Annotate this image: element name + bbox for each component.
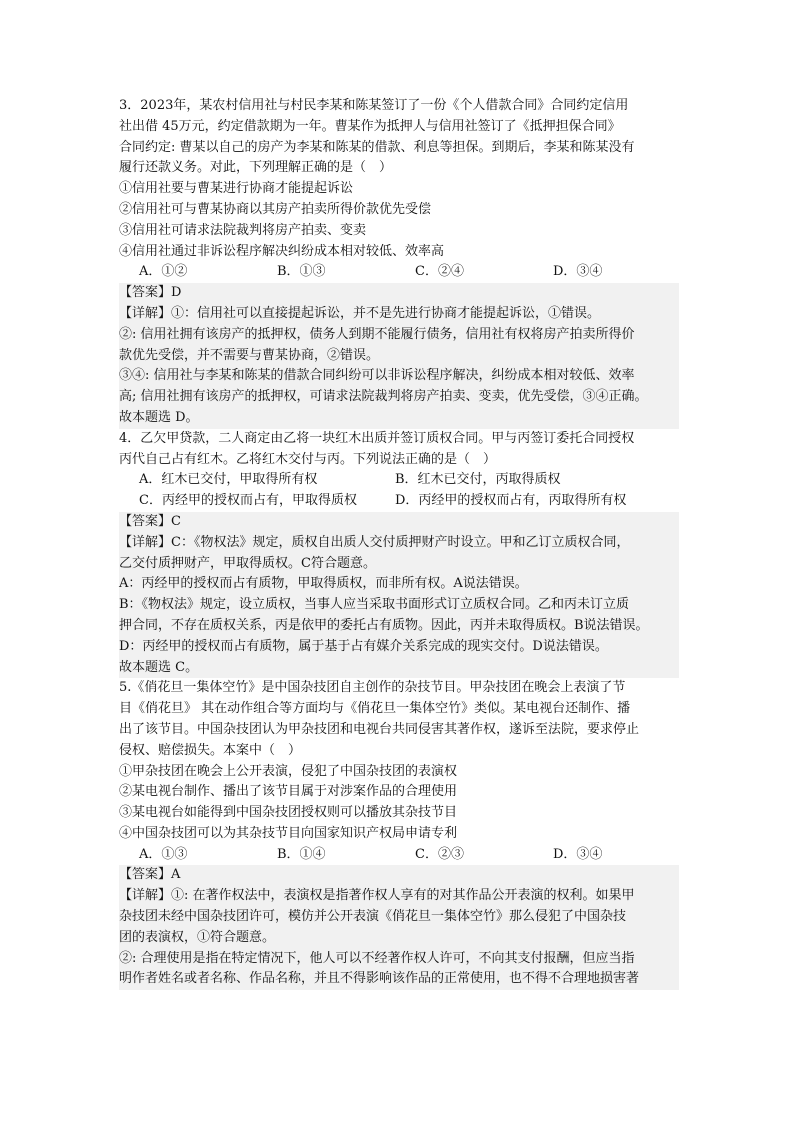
statement-item: ④中国杂技团可以为其杂技节目向国家知识产权局申请专利 — [119, 825, 458, 841]
answer-label: 【答案】D — [119, 285, 182, 301]
answer-options — [119, 845, 679, 866]
analysis-line: 押合同，不存在质权关系，丙是依甲的委托占有质物。因此，丙并未取得质权。B说法错误。 — [119, 617, 649, 633]
answer-analysis — [119, 512, 679, 678]
statement-item: ③某电视台如能得到中国杂技团授权则可以播放其杂技节目 — [119, 805, 458, 821]
analysis-line: A：丙经甲的授权而占有质物，甲取得质权，而非所有权。A说法错误。 — [119, 576, 528, 592]
question-stem-line: 5.《俏花旦一集体空竹》是中国杂技团自主创作的杂技节目。甲杂技团在晚会上表演了节 — [119, 680, 626, 696]
analysis-line: D：丙经甲的授权而占有质物，属于基于占有媒介关系完成的现实交付。D说法错误。 — [119, 638, 608, 654]
option-c: C．丙经甲的授权而占有，甲取得质权 — [139, 493, 357, 509]
question-4 — [119, 429, 679, 679]
analysis-line: 故本题选 C。 — [119, 659, 199, 675]
option-d: D．丙经甲的授权而占有，丙取得所有权 — [395, 493, 627, 509]
analysis-line: 明作者姓名或者名称、作品名称，并且不得影响该作品的正常使用，也不得不合理地损害著 — [119, 971, 640, 987]
question-stem-line: 合同约定: 曹某以自己的房产为李某和陈某的借款、利息等担保。到期后，李某和陈某没有 — [119, 139, 635, 155]
option-d: D．③④ — [553, 264, 603, 280]
option-b: B．红木已交付，丙取得质权 — [395, 472, 561, 488]
option-a: A．红木已交付，甲取得所有权 — [139, 472, 318, 488]
analysis-line: 杂技团未经中国杂技团许可，模仿并公开表演《俏花旦一集体空竹》那么侵犯了中国杂技 — [119, 909, 627, 925]
answer-label: 【答案】A — [119, 867, 181, 883]
question-stem-line: 3．2023年，某农村信用社与村民李某和陈某签订了一份《个人借款合同》合同约定信用 — [119, 98, 629, 113]
question-stem-line: 履行还款义务。对此，下列理解正确的是（ ） — [119, 160, 393, 176]
question-stem-line: 社出借 45万元，约定借款期为一年。曹某作为抵押人与信用社签订了《抵押担保合同》 — [119, 118, 621, 134]
analysis-line: 乙交付质押财产，甲取得质权。C符合题意。 — [119, 555, 376, 571]
statement-item: ①信用社要与曹某进行协商才能提起诉讼 — [119, 181, 354, 197]
option-a: A．①③ — [139, 846, 188, 862]
statement-item: ②某电视台制作、播出了该节目属于对涉案作品的合理使用 — [119, 784, 458, 800]
statement-item: ②信用社可与曹某协商以其房产拍卖所得价款优先受偿 — [119, 201, 432, 217]
statement-item: ③信用社可请求法院裁判将房产拍卖、变卖 — [119, 222, 367, 238]
answer-options — [119, 470, 679, 491]
question-stem-line: 丙代自己占有红木。乙将红木交付与丙。下列说法正确的是（ ） — [119, 451, 497, 467]
question-stem-line: 4．乙欠甲贷款，二人商定由乙将一块红木出质并签订质权合同。甲与丙签订委托合同授权 — [119, 430, 635, 446]
question-stem-line: 目《俏花旦》 其在动作组合等方面均与《俏花旦一集体空竹》类似。某电视台还制作、播 — [119, 701, 631, 717]
analysis-line: 故本题选 D。 — [119, 409, 199, 425]
answer-analysis — [119, 283, 679, 429]
analysis-line: 【详解】①：信用社可以直接提起诉讼，并不是先进行协商才能提起诉讼，①错误。 — [119, 305, 601, 321]
option-a: A．①② — [139, 264, 188, 280]
option-c: C．②④ — [415, 264, 464, 280]
document-page — [119, 96, 679, 990]
analysis-line: B：《物权法》规定，设立质权，当事人应当采取书面形式订立质权合同。乙和丙未订立质 — [119, 597, 630, 613]
option-b: B．①③ — [277, 264, 326, 280]
analysis-line: ③④: 信用社与李某和陈某的借款合同纠纷可以非诉讼程序解决，纠纷成本相对较低、效率 — [119, 368, 635, 384]
answer-options — [119, 262, 679, 283]
analysis-line: 【详解】①: 在著作权法中，表演权是指著作权人享有的对其作品公开表演的权利。如果甲 — [119, 888, 635, 904]
analysis-line: 【详解】C：《物权法》规定，质权自出质人交付质押财产时设立。甲和乙订立质权合同， — [119, 534, 630, 550]
question-3 — [119, 96, 679, 429]
statement-item: ④信用社通过非诉讼程序解决纠纷成本相对较低、效率高 — [119, 243, 445, 259]
analysis-line: ②: 合理使用是指在特定情况下，他人可以不经著作权人许可，不向其支付报酬，但应当指 — [119, 950, 635, 966]
question-5 — [119, 678, 679, 990]
option-c: C．②③ — [415, 846, 464, 862]
option-b: B．①④ — [277, 846, 326, 862]
statement-item: ①甲杂技团在晚会上公开表演，侵犯了中国杂技团的表演权 — [119, 763, 458, 779]
analysis-line: 款优先受偿，并不需要与曹某协商，②错误。 — [119, 347, 380, 363]
question-stem-line: 出了该节目。中国杂技团认为甲杂技团和电视台共同侵害其著作权，遂诉至法院，要求停止 — [119, 721, 640, 737]
analysis-line: 高; 信用社拥有该房产的抵押权，可请求法院裁判将房产拍卖、变卖，优先受偿，③④正确。 — [119, 389, 648, 405]
analysis-line: ②: 信用社拥有该房产的抵押权，债务人到期不能履行债务，信用社有权将房产拍卖所得价 — [119, 326, 635, 342]
answer-analysis — [119, 865, 679, 990]
question-stem-line: 侵权、赔偿损失。本案中（ ） — [119, 742, 302, 758]
option-d: D．③④ — [553, 846, 603, 862]
analysis-line: 团的表演权，①符合题意。 — [119, 929, 276, 945]
answer-options — [119, 491, 679, 512]
answer-label: 【答案】C — [119, 513, 181, 529]
